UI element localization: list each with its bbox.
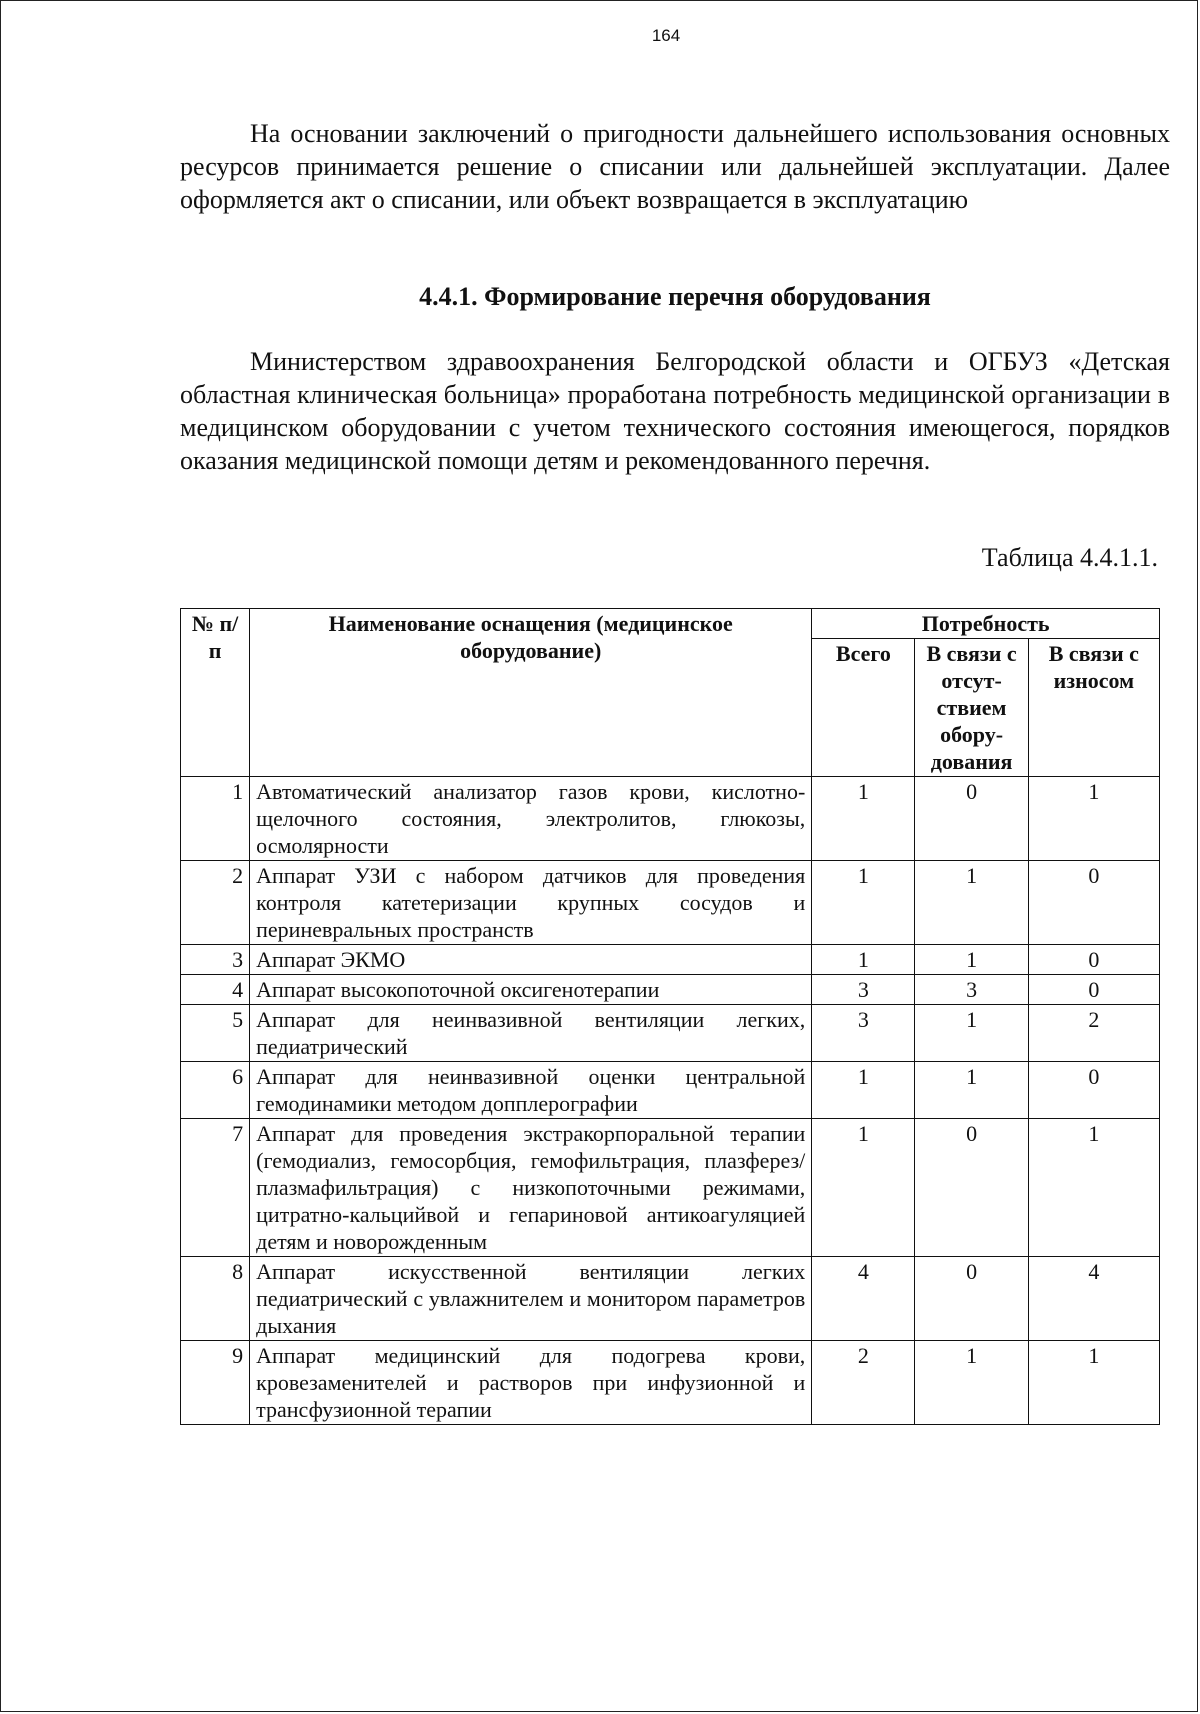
row-absent: 0 bbox=[915, 1257, 1028, 1341]
intro-paragraph bbox=[180, 117, 1170, 216]
equipment-table bbox=[180, 608, 1160, 1425]
row-wear: 1 bbox=[1028, 1341, 1159, 1425]
row-wear: 0 bbox=[1028, 975, 1159, 1005]
row-name: Аппарат для неинвазивной вентиляции легких, педиатрический bbox=[250, 1005, 812, 1062]
header-num: № п/п bbox=[181, 609, 250, 777]
row-total: 3 bbox=[812, 1005, 915, 1062]
row-name: Аппарат ЭКМО bbox=[250, 945, 812, 975]
row-total: 4 bbox=[812, 1257, 915, 1341]
header-need: Потребность bbox=[812, 609, 1160, 639]
row-total: 1 bbox=[812, 1119, 915, 1257]
header-name: Наименование оснащения (медицинское оборудование) bbox=[250, 609, 812, 777]
section-heading: 4.4.1. Формирование перечня оборудования bbox=[419, 282, 931, 311]
header-wear: В связи с износом bbox=[1028, 639, 1159, 777]
table-row bbox=[181, 1005, 1160, 1062]
row-name: Аппарат высокопоточной оксигенотерапии bbox=[250, 975, 812, 1005]
row-absent: 1 bbox=[915, 1005, 1028, 1062]
row-absent: 1 bbox=[915, 945, 1028, 975]
row-name: Аппарат искусственной вентиляции легких педиатрический с увлажнителем и монитором параметров дыхания bbox=[250, 1257, 812, 1341]
row-total: 1 bbox=[812, 1062, 915, 1119]
row-absent: 0 bbox=[915, 777, 1028, 861]
table-row bbox=[181, 1062, 1160, 1119]
row-wear: 0 bbox=[1028, 945, 1159, 975]
table-row bbox=[181, 1119, 1160, 1257]
row-num: 2 bbox=[181, 861, 250, 945]
row-num: 7 bbox=[181, 1119, 250, 1257]
table-row bbox=[181, 945, 1160, 975]
row-wear: 1 bbox=[1028, 777, 1159, 861]
row-num: 6 bbox=[181, 1062, 250, 1119]
intro-paragraph-text: На основании заключений о пригодности дальнейшего использования основных ресурсов принимается решение о списании или дальнейшей эксплуатации. Далее оформляется акт о списании, или объект возвращается в эксплуатацию bbox=[180, 119, 1170, 214]
page-number: 164 bbox=[651, 26, 681, 45]
row-num: 8 bbox=[181, 1257, 250, 1341]
row-absent: 0 bbox=[915, 1119, 1028, 1257]
table-row bbox=[181, 1257, 1160, 1341]
row-total: 1 bbox=[812, 945, 915, 975]
row-absent: 1 bbox=[915, 1062, 1028, 1119]
table-row bbox=[181, 975, 1160, 1005]
row-wear: 0 bbox=[1028, 1062, 1159, 1119]
header-total: Всего bbox=[812, 639, 915, 777]
row-wear: 1 bbox=[1028, 1119, 1159, 1257]
row-name: Аппарат УЗИ с набором датчиков для проведения контроля катетеризации крупных сосудов и периневральных пространств bbox=[250, 861, 812, 945]
row-absent: 1 bbox=[915, 861, 1028, 945]
row-total: 1 bbox=[812, 777, 915, 861]
row-absent: 3 bbox=[915, 975, 1028, 1005]
row-wear: 2 bbox=[1028, 1005, 1159, 1062]
row-wear: 4 bbox=[1028, 1257, 1159, 1341]
row-total: 3 bbox=[812, 975, 915, 1005]
table-header-row bbox=[181, 609, 1160, 639]
row-total: 1 bbox=[812, 861, 915, 945]
row-total: 2 bbox=[812, 1341, 915, 1425]
body-paragraph-text: Министерством здравоохранения Белгородской области и ОГБУЗ «Детская областная клиническая больница» проработана потребность медицинской организации в медицинском оборудовании с учетом технического состояния имеющегося, порядков оказания медицинской помощи детям и рекомендованного перечня. bbox=[180, 347, 1170, 475]
header-absent: В связи с отсут- ствием обору- дования bbox=[915, 639, 1028, 777]
table-row bbox=[181, 777, 1160, 861]
table-row bbox=[181, 1341, 1160, 1425]
row-num: 3 bbox=[181, 945, 250, 975]
body-paragraph bbox=[180, 345, 1170, 477]
row-num: 4 bbox=[181, 975, 250, 1005]
row-wear: 0 bbox=[1028, 861, 1159, 945]
row-name: Автоматический анализатор газов крови, кислотно-щелочного состояния, электролитов, глюкозы, осмолярности bbox=[250, 777, 812, 861]
table-row bbox=[181, 861, 1160, 945]
row-absent: 1 bbox=[915, 1341, 1028, 1425]
table-caption: Таблица 4.4.1.1. bbox=[981, 543, 1158, 572]
row-num: 5 bbox=[181, 1005, 250, 1062]
row-name: Аппарат для неинвазивной оценки центральной гемодинамики методом допплерографии bbox=[250, 1062, 812, 1119]
row-name: Аппарат медицинский для подогрева крови, кровезаменителей и растворов при инфузионной и трансфузионной терапии bbox=[250, 1341, 812, 1425]
row-num: 1 bbox=[181, 777, 250, 861]
row-name: Аппарат для проведения экстракорпоральной терапии (гемодиализ, гемосорбция, гемофильтрация, плазферез/плазмафильтрация) с низкопоточными режимами, цитратно-кальцийвой и гепариновой антикоагуляцией детям и новорожденным bbox=[250, 1119, 812, 1257]
row-num: 9 bbox=[181, 1341, 250, 1425]
